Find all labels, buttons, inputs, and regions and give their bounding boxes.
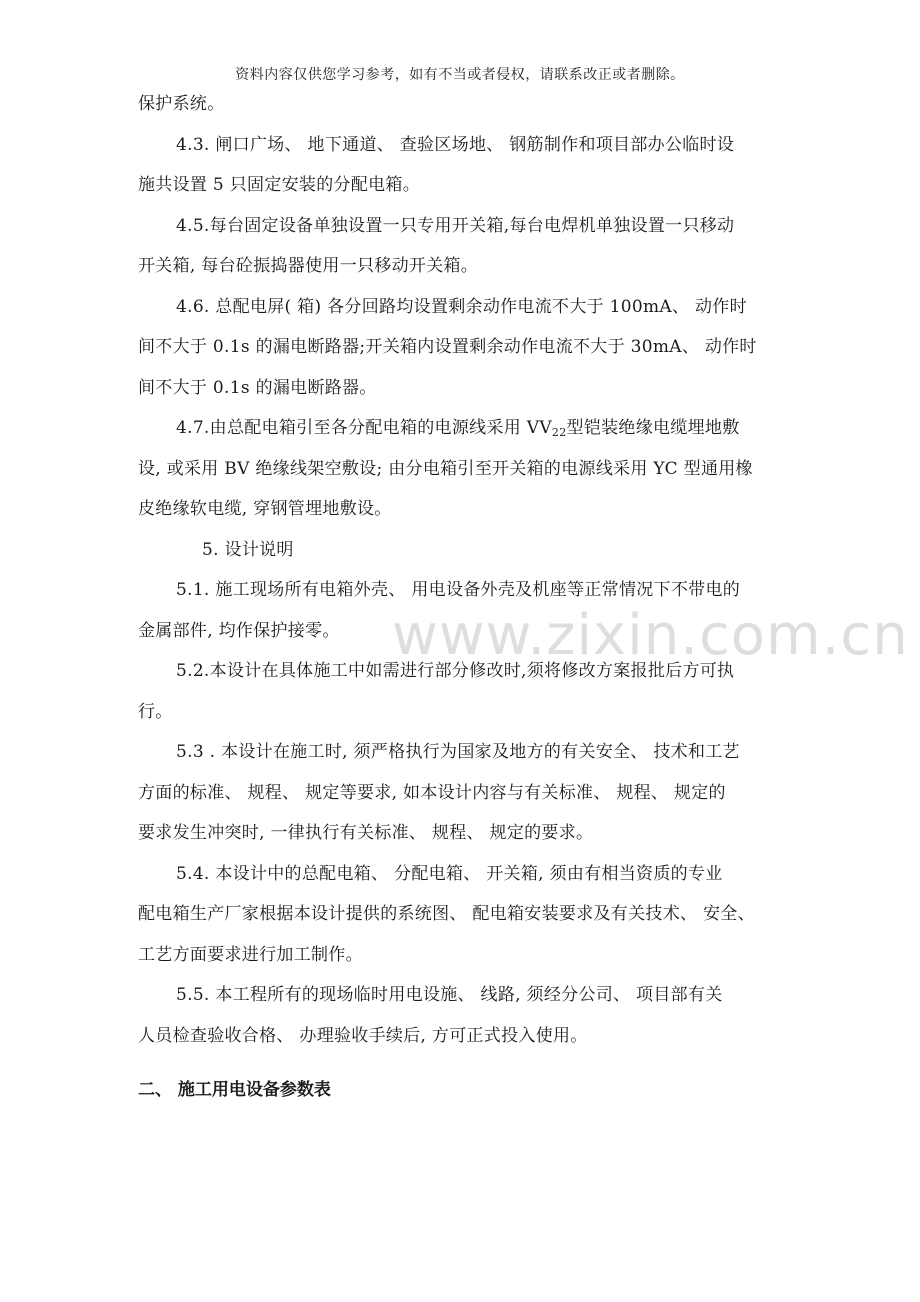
text-line: 要求发生冲突时, 一律执行有关标准、 规程、 规定的要求。 xyxy=(138,823,594,843)
text-line: 设, 或采用 BV 绝缘线架空敷设; 由分电箱引至开关箱的电源线采用 YC 型通用橡 xyxy=(138,458,753,479)
background-watermark: www.zixin.com.cn xyxy=(392,603,909,668)
paragraph-4-5 xyxy=(138,206,798,287)
text-line: 配电箱生产厂家根据本设计提供的系统图、 配电箱安装要求及有关技术、 安全、 xyxy=(138,904,755,924)
text-line xyxy=(138,408,798,449)
section-2-heading: 二、 施工用电设备参数表 xyxy=(138,1080,331,1100)
paragraph-5-3 xyxy=(138,732,798,854)
text-line: 皮绝缘软电缆, 穿钢管埋地敷设。 xyxy=(138,499,392,519)
paragraph-4-7 xyxy=(138,408,798,530)
text-line: 4.5.每台固定设备单独设置一只专用开关箱,每台电焊机单独设置一只移动 xyxy=(176,215,735,236)
text-line: 5.5. 本工程所有的现场临时用电设施、 线路, 须经分公司、 项目部有关 xyxy=(176,985,723,1005)
paragraph-5-1 xyxy=(138,570,798,651)
text-line: 5.1. 施工现场所有电箱外壳、 用电设备外壳及机座等正常情况下不带电的 xyxy=(176,580,741,600)
text-line: 保护系统。 xyxy=(138,94,225,114)
text-line: 工艺方面要求进行加工制作。 xyxy=(138,944,363,965)
paragraph-4-3 xyxy=(138,125,798,206)
text-segment: 4.7.由总配电箱引至各分配电箱的电源线采用 VV xyxy=(176,418,552,438)
paragraph-5-5 xyxy=(138,975,798,1056)
section-5-heading: 5. 设计说明 xyxy=(202,539,294,560)
text-line: 施共设置 5 只固定安装的分配电箱。 xyxy=(138,175,421,195)
text-line: 4.3. 闸口广场、 地下通道、 查验区场地、 钢筋制作和项目部办公临时设 xyxy=(176,134,735,155)
subscript: 22 xyxy=(551,426,567,439)
text-line: 间不大于 0.1s 的漏电断路器;开关箱内设置剩余动作电流不大于 30mA、 动作时 xyxy=(138,337,757,357)
text-line: 5.3 . 本设计在施工时, 须严格执行为国家及地方的有关安全、 技术和工艺 xyxy=(176,742,740,762)
paragraph-4-6 xyxy=(138,287,798,409)
text-line: 5.4. 本设计中的总配电箱、 分配电箱、 开关箱, 须由有相当资质的专业 xyxy=(176,863,723,884)
text-line: 间不大于 0.1s 的漏电断路器。 xyxy=(138,377,377,398)
text-line: 金属部件, 均作保护接零。 xyxy=(138,620,340,641)
text-line: 开关箱, 每台砼振捣器使用一只移动开关箱。 xyxy=(138,256,479,276)
paragraph-5-4 xyxy=(138,854,798,976)
text-line: 4.6. 总配电屏( 箱) 各分回路均设置剩余动作电流不大于 100mA、 动作时 xyxy=(176,296,747,317)
text-line: 人员检查验收合格、 办理验收手续后, 方可正式投入使用。 xyxy=(138,1025,588,1046)
paragraph-5-2 xyxy=(138,651,798,732)
text-line: 方面的标准、 规程、 规定等要求, 如本设计内容与有关标准、 规程、 规定的 xyxy=(138,782,726,803)
header-disclaimer: 资料内容仅供您学习参考，如有不当或者侵权，请联系改正或者删除。 xyxy=(235,67,685,83)
text-line: 行。 xyxy=(138,701,173,722)
paragraph-intro xyxy=(138,84,798,125)
document-body xyxy=(138,84,798,1056)
heading-design-notes xyxy=(138,530,798,571)
text-segment: 型铠装绝缘电缆埋地敷 xyxy=(566,418,740,438)
text-line: 5.2.本设计在具体施工中如需进行部分修改时,须将修改方案报批后方可执 xyxy=(176,661,735,681)
